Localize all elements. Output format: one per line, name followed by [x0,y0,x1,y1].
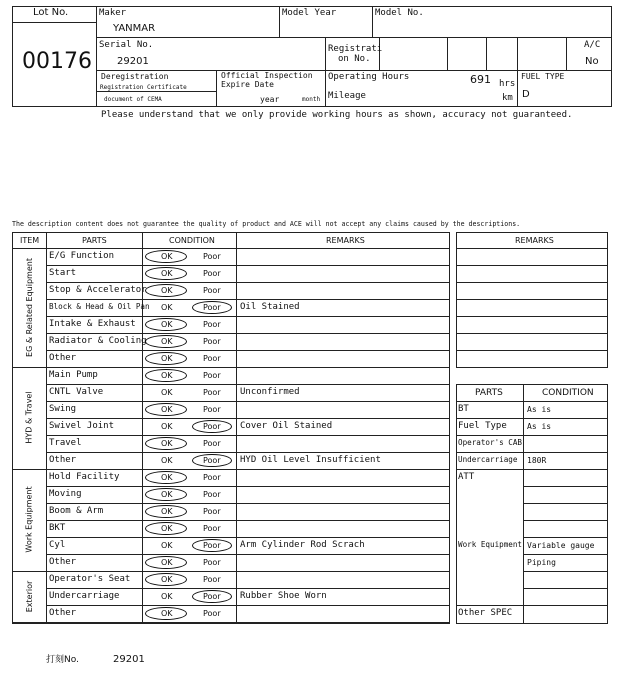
poor-option: Poor [203,371,221,380]
part-label: Start [49,268,77,278]
ok-selected-mark [145,437,187,450]
ac-value: No [585,56,599,67]
part-label: E/G Function [49,251,115,261]
poor-selected-mark [192,539,232,552]
lot-no-label: Lot No. [33,7,69,18]
poor-selected-mark [192,420,232,433]
part-label: Cyl [49,540,66,550]
remark-text: HYD Oil Level Insufficient [240,455,381,465]
deregistration-label: Deregistration [101,72,169,81]
ok-selected-mark [145,318,187,331]
poor-option: Poor [203,524,221,533]
ok-selected-mark [145,369,187,382]
part-label: Radiator & Cooling [49,336,147,346]
ok-option: OK [161,507,173,516]
registration-label-1: Registrati [328,44,383,54]
remark-text: Cover Oil Stained [240,421,333,431]
ok-option: OK [161,575,173,584]
poor-option: Poor [203,541,221,550]
mileage-label: Mileage [328,91,366,101]
official-inspection-label-1: Official Inspection [221,71,313,80]
ok-option: OK [161,388,173,397]
serial-no-label: Serial No. [99,40,154,50]
ok-option: OK [161,609,173,618]
poor-option: Poor [203,592,221,601]
disclaimer: The description content does not guarantee the quality of product and ACE will not accept any claims caused by the descriptions. [12,220,521,228]
group-label: Work Equipment [24,486,34,553]
ok-selected-mark [145,607,187,620]
poor-option: Poor [203,354,221,363]
year-label: year [260,95,280,104]
col-parts-header: PARTS [82,236,107,245]
poor-option: Poor [203,320,221,329]
poor-option: Poor [203,558,221,567]
part-label: Other [49,608,77,618]
part-label: BKT [49,523,66,533]
registration-label-2: on No. [338,54,371,64]
lot-no-value: 00176 [22,49,92,74]
side-remarks-table [456,232,608,368]
part-label: Hold Facility [49,472,120,482]
part-label: Swing [49,404,77,414]
side-condition-value: Variable gauge [527,541,595,550]
ok-selected-mark [145,522,187,535]
ok-selected-mark [145,284,187,297]
part-label: Block & Head & Oil Pan [49,302,150,311]
ok-option: OK [161,524,173,533]
side-condition-value: 180R [527,456,547,465]
ok-option: OK [161,303,173,312]
ok-option: OK [161,473,173,482]
poor-option: Poor [203,337,221,346]
remark-text: Oil Stained [240,302,300,312]
side-part-label: Undercarriage [458,455,518,464]
serial-no-value: 29201 [117,56,149,67]
side-part-label: Other SPEC [458,608,513,618]
official-inspection-label-2: Expire Date [221,80,274,89]
poor-selected-mark [192,301,232,314]
part-label: Other [49,353,77,363]
part-label: Moving [49,489,82,499]
part-label: CNTL Valve [49,387,104,397]
poor-option: Poor [203,456,221,465]
group-label: Exterior [24,580,34,612]
ok-option: OK [161,269,173,278]
part-label: Intake & Exhaust [49,319,136,329]
part-label: Travel [49,438,82,448]
hours-note: Please understand that we only provide working hours as shown, accuracy not guaranteed. [101,110,573,120]
maker-value: YANMAR [113,23,156,34]
ok-option: OK [161,371,173,380]
part-label: Main Pump [49,370,98,380]
side-part-label: Fuel Type [458,421,507,431]
col-condition-header: CONDITION [169,236,215,245]
poor-selected-mark [192,454,232,467]
poor-selected-mark [192,590,232,603]
ok-option: OK [161,490,173,499]
poor-option: Poor [203,422,221,431]
model-no-label: Model No. [375,8,424,18]
group-label: EG & Related Equipment [24,257,34,357]
ok-selected-mark [145,556,187,569]
operating-hours-value: 691 [470,73,491,86]
ok-option: OK [161,558,173,567]
ok-selected-mark [145,403,187,416]
side-remarks-header: REMARKS [515,236,554,245]
poor-option: Poor [203,507,221,516]
ok-option: OK [161,456,173,465]
poor-option: Poor [203,405,221,414]
registration-certificate-label: Registration Certificate [100,84,187,91]
side-condition-value: Piping [527,558,556,567]
poor-option: Poor [203,439,221,448]
ok-selected-mark [145,267,187,280]
remark-text: Arm Cylinder Rod Scrach [240,540,365,550]
poor-option: Poor [203,303,221,312]
footer-label: 打刻No. [46,655,79,665]
part-label: Swivel Joint [49,421,115,431]
side-condition-header: CONDITION [542,388,594,398]
part-label: Undercarriage [49,591,120,601]
ok-option: OK [161,422,173,431]
fuel-type-value: D [522,89,530,100]
part-label: Operator's Seat [49,574,131,584]
hrs-label: hrs [499,79,516,89]
ok-option: OK [161,252,173,261]
ok-option: OK [161,320,173,329]
side-part-label: ATT [458,472,475,482]
operating-hours-label: Operating Hours [328,72,410,82]
col-remarks-header: REMARKS [326,236,365,245]
side-part-label: Work Equipment [458,540,523,549]
side-condition-value: As is [527,422,552,431]
ok-selected-mark [145,573,187,586]
poor-option: Poor [203,490,221,499]
poor-option: Poor [203,575,221,584]
side-condition-value: As is [527,405,552,414]
part-label: Boom & Arm [49,506,104,516]
ok-selected-mark [145,488,187,501]
part-label: Stop & Accelerator [49,285,147,295]
poor-option: Poor [203,388,221,397]
month-label: month [302,96,321,103]
poor-option: Poor [203,473,221,482]
side-part-label: BT [458,404,469,414]
ok-option: OK [161,541,173,550]
ok-option: OK [161,337,173,346]
side-part-label: Operator's CAB [458,438,523,447]
ok-selected-mark [145,471,187,484]
remark-text: Rubber Shoe Worn [240,591,327,601]
poor-option: Poor [203,269,221,278]
km-label: km [502,93,513,103]
ok-selected-mark [145,335,187,348]
ok-option: OK [161,405,173,414]
footer-value: 29201 [113,654,145,665]
ok-option: OK [161,286,173,295]
poor-option: Poor [203,252,221,261]
part-label: Other [49,455,77,465]
ok-selected-mark [145,505,187,518]
poor-option: Poor [203,609,221,618]
part-label: Other [49,557,77,567]
ac-label: A/C [584,40,601,50]
maker-label: Maker [99,8,127,18]
group-label: HYD & Travel [24,391,34,444]
col-item-header: ITEM [20,236,40,245]
fuel-type-label: FUEL TYPE [521,72,565,81]
document-of-cema-label: document of CEMA [104,96,162,103]
ok-selected-mark [145,352,187,365]
remark-text: Unconfirmed [240,387,300,397]
ok-option: OK [161,439,173,448]
side-parts-header: PARTS [475,388,503,398]
ok-option: OK [161,592,173,601]
model-year-label: Model Year [282,8,337,18]
ok-option: OK [161,354,173,363]
poor-option: Poor [203,286,221,295]
ok-selected-mark [145,250,187,263]
